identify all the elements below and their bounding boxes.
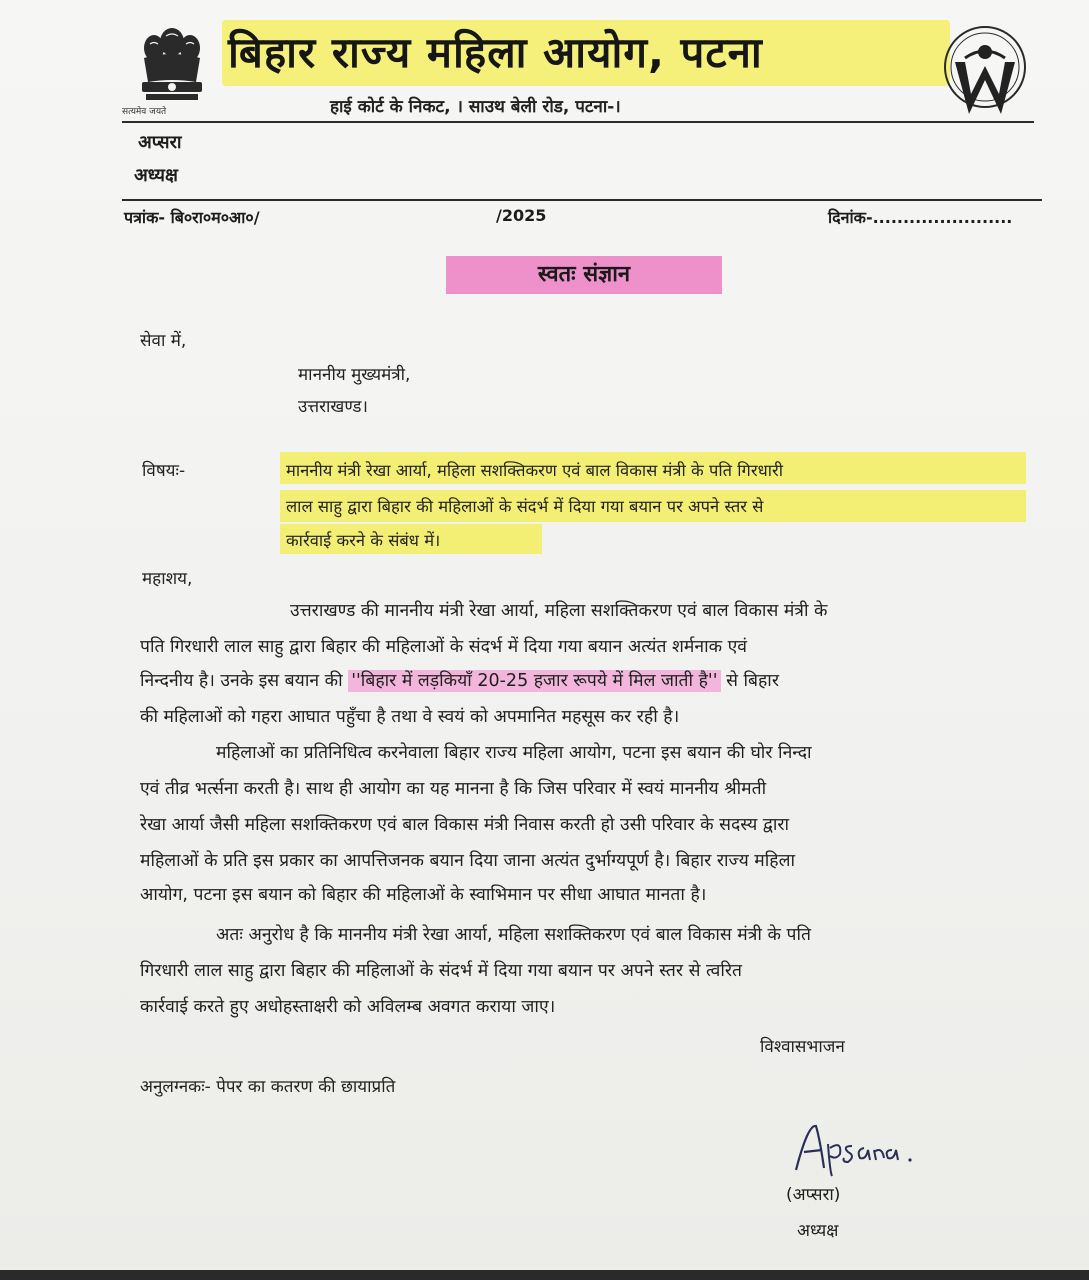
subject-label: विषयः- [142,461,186,481]
body-line: एवं तीव्र भर्त्सना करती है। साथ ही आयोग का यह मानना है कि जिस परिवार में स्वयं माननीय श्रीमती [140,779,767,799]
body-line: रेखा आर्या जैसी महिला सशक्तिकरण एवं बाल विकास मंत्री निवास करती हो उसी परिवार के सदस्य द्वारा [140,815,790,835]
body-line: आयोग, पटना इस बयान को बिहार की महिलाओं के स्वाभिमान पर सीधा आघात मानता है। [140,885,707,905]
org-title: बिहार राज्य महिला आयोग, पटना [222,20,950,86]
body-line: महिलाओं का प्रतिनिधित्व करनेवाला बिहार राज्य महिला आयोग, पटना इस बयान की घोर निन्दा [216,743,812,763]
body-line: महिलाओं के प्रति इस प्रकार का आपत्तिजनक बयान दिया जाना अत्यंत दुर्भाग्यपूर्ण है। बिहार राज्य महिला [140,851,795,871]
greeting: महाशय, [142,569,193,589]
body-line: उत्तराखण्ड की माननीय मंत्री रेखा आर्या, महिला सशक्तिकरण एवं बाल विकास मंत्री के [290,601,828,621]
reference-divider [122,199,1042,201]
addressee-line-1: माननीय मुख्यमंत्री, [298,365,411,385]
enclosure: अनुलग्नकः- पेपर का कतरण की छायाप्रति [140,1077,396,1097]
head-designation: अध्यक्ष [134,165,178,186]
subject-line: लाल साहु द्वारा बिहार की महिलाओं के संदर्भ में दिया गया बयान पर अपने स्तर से [286,497,764,516]
addressee-line-2: उत्तराखण्ड। [298,397,368,417]
salutation-to: सेवा में, [140,331,187,351]
letter-number: पत्रांक- बि०रा०म०आ०/ [124,208,260,227]
letter-date: दिनांक-....................... [828,208,1013,227]
header-divider [122,121,1034,123]
org-address: हाई कोर्ट के निकट, । साउथ बेली रोड, पटना-। [330,97,621,117]
body-line: अतः अनुरोध है कि माननीय मंत्री रेखा आर्या, महिला सशक्तिकरण एवं बाल विकास मंत्री के पति [216,925,811,945]
body-line: कार्रवाई करते हुए अधोहस्ताक्षरी को अविलम्ब अवगत कराया जाए। [140,997,556,1017]
closing: विश्वासभाजन [760,1037,845,1057]
subject-line: माननीय मंत्री रेखा आर्या, महिला सशक्तिकरण एवं बाल विकास मंत्री के पति गिरधारी [286,461,784,480]
body-text: निन्दनीय है। उनके इस बयान की [140,671,343,691]
emblem-motto: सत्यमेव जयते [122,107,167,117]
signatory-name: (अप्सरा) [786,1185,841,1205]
quoted-statement: ''बिहार में लड़कियाँ 20-25 हजार रूपये में मिल जाती है'' [348,670,720,692]
scan-border [0,1270,1089,1280]
body-line: की महिलाओं को गहरा आघात पहुँचा है तथा वे स्वयं को अपमानित महसूस कर रही है। [140,707,680,727]
commission-logo-icon [935,22,1035,122]
signatory-designation: अध्यक्ष [797,1221,839,1241]
body-line: गिरधारी लाल साहु द्वारा बिहार की महिलाओं के संदर्भ में दिया गया बयान पर अपने स्तर से त्वरित [140,961,743,981]
signature-icon [790,1120,920,1180]
head-name: अप्सरा [138,132,182,153]
body-line [140,668,779,692]
subject-line: कार्रवाई करने के संबंध में। [286,531,441,550]
body-line: पति गिरधारी लाल साहु द्वारा बिहार की महिलाओं के संदर्भ में दिया गया बयान अत्यंत शर्मनाक एवं [140,637,748,657]
suo-moto-badge: स्वतः संज्ञान [446,256,722,294]
body-text: से बिहार [726,671,779,691]
letter-year: /2025 [496,206,547,225]
